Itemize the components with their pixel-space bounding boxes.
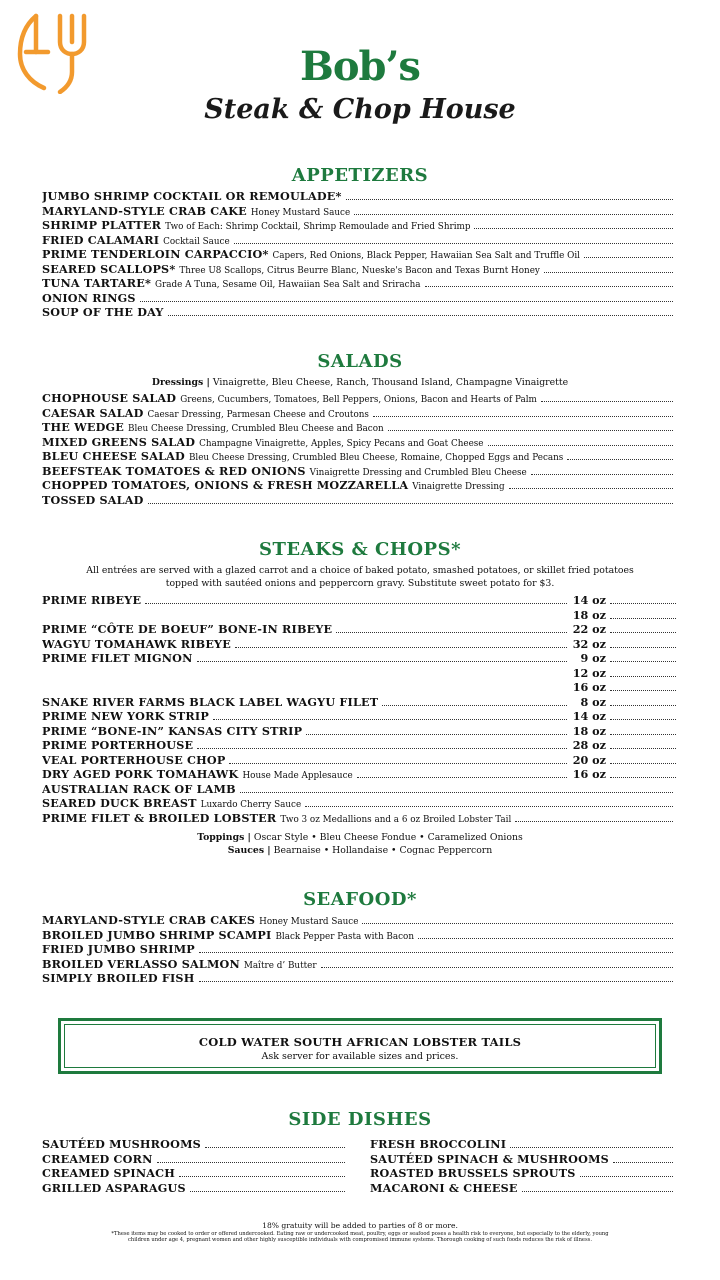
menu-item-size: 28 oz: [572, 738, 606, 752]
side-dish-name: CREAMED SPINACH: [42, 1166, 176, 1180]
side-dishes: [42, 1137, 676, 1195]
dot-leader: [190, 1191, 345, 1192]
menu-item-description: Capers, Red Onions, Black Pepper, Hawaiian Sea Salt and Truffle Oil: [272, 251, 580, 261]
menu-item-description: Greens, Cucumbers, Tomatoes, Bell Peppers, Onions, Bacon and Hearts of Palm: [180, 395, 537, 405]
menu-item-description: Three U8 Scallops, Citrus Beurre Blanc, Nueske's Bacon and Texas Burnt Honey: [179, 265, 540, 276]
dot-leader: [541, 401, 673, 402]
side-dish-name: FRESH BROCCOLINI: [370, 1137, 507, 1151]
menu-item-description: Two of Each: Shrimp Cocktail, Shrimp Remoulade and Fried Shrimp: [165, 222, 471, 232]
side-dishes-left-column: [42, 1137, 348, 1195]
menu-item-name: CAESAR SALAD: [42, 405, 144, 420]
menu-item-name: PRIME TENDERLOIN CARPACCIO*: [42, 247, 269, 261]
menu-item-name: BROILED JUMBO SHRIMP SCAMPI: [42, 927, 272, 942]
brand-header: [0, 44, 720, 126]
menu-item-name: SNAKE RIVER FARMS BLACK LABEL WAGYU FILET: [42, 694, 379, 709]
menu-item: [42, 608, 676, 623]
steaks-title: STEAKS & CHOPS*: [259, 539, 461, 560]
salad-dressings-note: [0, 376, 720, 389]
menu-item-description: Luxardo Cherry Sauce: [200, 800, 302, 810]
price-leader: [610, 777, 676, 778]
menu-item: [42, 738, 676, 753]
menu-item-size: 18 oz: [572, 723, 606, 738]
menu-item-name: PRIME “CÔTE DE BOEUF” BONE-IN RIBEYE: [42, 622, 333, 636]
menu-item-size: 14 oz: [572, 593, 606, 607]
toppings-note: [0, 831, 720, 857]
menu-item: [42, 420, 676, 435]
menu-item: [42, 942, 676, 957]
menu-item: [42, 391, 676, 406]
dot-leader: [305, 806, 673, 807]
menu-item-name: AUSTRALIAN RACK OF LAMB: [42, 781, 236, 796]
menu-item-description: Vinaigrette Dressing and Crumbled Bleu Cheese: [309, 467, 527, 478]
menu-item-name: FRIED JUMBO SHRIMP: [42, 942, 195, 956]
sides-title: SIDE DISHES: [288, 1109, 432, 1130]
price-leader: [610, 618, 676, 619]
dot-leader: [522, 1191, 673, 1192]
menu-item-name: BLEU CHEESE SALAD: [42, 449, 185, 463]
menu-item: [42, 637, 676, 652]
menu-item: [42, 435, 676, 450]
toppings-label: Toppings |: [197, 832, 251, 843]
lobster-tails-subtitle: Ask server for available sizes and prices.: [261, 1051, 459, 1062]
price-leader: [610, 705, 676, 706]
menu-item: [42, 262, 676, 277]
menu-item-size: 18 oz: [572, 607, 606, 622]
dot-leader: [197, 661, 567, 662]
steaks-intro-line1: All entrées are served with a glazed carrot and a choice of baked potato, smashed potatoes, or skillet fried potatoes: [86, 565, 634, 576]
menu-item: [42, 449, 676, 464]
menu-item: [42, 796, 676, 811]
menu-item-size: 12 oz: [572, 665, 606, 680]
seafood-list: [42, 913, 676, 986]
menu-item-description: Vinaigrette Dressing: [412, 482, 505, 492]
dot-leader: [354, 214, 673, 215]
menu-item-name: CHOPHOUSE SALAD: [42, 391, 177, 405]
dot-leader: [357, 777, 567, 778]
dot-leader: [346, 199, 673, 200]
price-leader: [610, 647, 676, 648]
side-dish-item: [370, 1166, 676, 1181]
menu-item-description: House Made Applesauce: [242, 771, 353, 781]
menu-item: [42, 957, 676, 972]
dot-leader: [388, 430, 673, 431]
menu-item: [42, 305, 676, 320]
dot-leader: [613, 1162, 673, 1163]
side-dish-name: CREAMED CORN: [42, 1151, 153, 1166]
side-dish-name: MACARONI & CHEESE: [370, 1180, 518, 1195]
side-dish-item: [42, 1181, 348, 1196]
menu-item: [42, 406, 676, 421]
dot-leader: [584, 257, 673, 258]
menu-item: [42, 666, 676, 681]
sauces-label: Sauces |: [227, 845, 271, 856]
dot-leader: [235, 647, 567, 648]
menu-item-name: FRIED CALAMARI: [42, 232, 160, 247]
toppings-line: [0, 831, 720, 844]
health-disclaimer: *These items may be cooked to order or offered undercooked. Eating raw or undercooked meat, poultry, eggs or seafood poses a health risk to everyone, but especially to the elderly, young children under age 4, pregnant women and other highly susceptible individuals with compromised immune systems. Thorough cooking of such foods reduces the risk of illness.: [111, 1231, 609, 1244]
price-leader: [610, 748, 676, 749]
menu-item-name: DRY AGED PORK TOMAHAWK: [42, 767, 239, 781]
menu-item-name: PRIME “BONE-IN” KANSAS CITY STRIP: [42, 723, 303, 738]
menu-item-description: Bleu Cheese Dressing, Crumbled Bleu Cheese and Bacon: [128, 424, 384, 434]
side-dish-item: [370, 1137, 676, 1152]
menu-item-name: PRIME PORTERHOUSE: [42, 738, 194, 752]
menu-item-name: SIMPLY BROILED FISH: [42, 971, 195, 985]
appetizers-list: [42, 189, 676, 320]
menu-footer: [0, 1221, 720, 1244]
dot-leader: [213, 719, 567, 720]
dot-leader: [234, 243, 673, 244]
menu-item-name: PRIME RIBEYE: [42, 593, 142, 607]
menu-item-name: BEEFSTEAK TOMATOES & RED ONIONS: [42, 463, 306, 478]
dot-leader: [157, 1162, 346, 1163]
menu-item-name: JUMBO SHRIMP COCKTAIL OR REMOULADE*: [42, 189, 342, 203]
menu-item-size: 9 oz: [580, 651, 606, 665]
toppings-text: Oscar Style • Bleu Cheese Fondue • Caramelized Onions: [253, 832, 523, 843]
dot-leader: [240, 792, 673, 793]
dot-leader: [544, 272, 673, 273]
menu-item-name: MARYLAND-STYLE CRAB CAKE: [42, 203, 247, 218]
side-dishes-right-column: [370, 1137, 676, 1195]
menu-item-name: MARYLAND-STYLE CRAB CAKES: [42, 913, 256, 927]
lobster-tails-inner: [64, 1024, 656, 1068]
menu-item-description: Honey Mustard Sauce: [250, 207, 351, 218]
menu-item-name: SHRIMP PLATTER: [42, 218, 162, 232]
dot-leader: [197, 748, 567, 749]
menu-item-description: Champagne Vinaigrette, Apples, Spicy Pecans and Goat Cheese: [199, 438, 484, 449]
menu-item-name: WAGYU TOMAHAWK RIBEYE: [42, 636, 231, 651]
side-dish-item: [370, 1181, 676, 1196]
price-leader: [610, 661, 676, 662]
lobster-tails-box: [58, 1018, 662, 1074]
menu-item-name: PRIME FILET MIGNON: [42, 651, 193, 665]
menu-item: [42, 593, 676, 608]
menu-item-size: 20 oz: [572, 752, 606, 767]
appetizers-title: APPETIZERS: [291, 165, 429, 186]
menu-item: [42, 971, 676, 986]
dot-leader: [336, 632, 567, 633]
menu-item: [42, 928, 676, 943]
dot-leader: [229, 763, 567, 764]
side-dish-name: GRILLED ASPARAGUS: [42, 1180, 186, 1195]
side-dish-name: SAUTÉED MUSHROOMS: [42, 1137, 201, 1151]
menu-item: [42, 709, 676, 724]
dressings-text: Vinaigrette, Bleu Cheese, Ranch, Thousand Island, Champagne Vinaigrette: [212, 377, 569, 388]
price-leader: [610, 632, 676, 633]
menu-item: [42, 218, 676, 233]
dot-leader: [531, 474, 673, 475]
dot-leader: [373, 416, 673, 417]
dressings-label: Dressings |: [151, 377, 210, 388]
sauces-line: [0, 844, 720, 857]
dot-leader: [362, 923, 673, 924]
price-leader: [610, 763, 676, 764]
menu-item: [42, 622, 676, 637]
dot-leader: [148, 503, 673, 504]
dot-leader: [488, 445, 674, 446]
side-dish-name: SAUTÉED SPINACH & MUSHROOMS: [370, 1151, 609, 1166]
price-leader: [610, 690, 676, 691]
menu-item: [42, 189, 676, 204]
price-leader: [610, 719, 676, 720]
side-dish-item: [42, 1137, 348, 1152]
price-leader: [610, 676, 676, 677]
dot-leader: [474, 228, 673, 229]
menu-item-name: MIXED GREENS SALAD: [42, 434, 196, 449]
salads-list: [42, 391, 676, 507]
menu-item-size: 16 oz: [572, 680, 606, 694]
menu-item-description: Black Pepper Pasta with Bacon: [275, 931, 415, 942]
menu-item-size: 14 oz: [572, 709, 606, 723]
menu-item-name: THE WEDGE: [42, 420, 124, 434]
menu-item: [42, 651, 676, 666]
dot-leader: [321, 967, 673, 968]
menu-item-description: Maître d’ Butter: [243, 960, 317, 971]
brand-name: Bob’s: [300, 43, 420, 90]
menu-item-name: BROILED VERLASSO SALMON: [42, 956, 240, 971]
menu-item: [42, 753, 676, 768]
dot-leader: [509, 488, 673, 489]
dot-leader: [179, 1176, 345, 1177]
dot-leader: [140, 301, 673, 302]
menu-item-name: SEARED SCALLOPS*: [42, 261, 176, 276]
menu-item-name: SEARED DUCK BREAST: [42, 796, 197, 810]
menu-item-description: Caesar Dressing, Parmesan Cheese and Croutons: [147, 409, 369, 420]
seafood-title: SEAFOOD*: [303, 889, 417, 910]
dot-leader: [425, 286, 674, 287]
side-dish-item: [370, 1152, 676, 1167]
dot-leader: [382, 705, 567, 706]
steaks-list: [42, 593, 676, 825]
menu-item: [42, 464, 676, 479]
dot-leader: [567, 459, 673, 460]
price-leader: [610, 603, 676, 604]
menu-item: [42, 767, 676, 782]
menu-item: [42, 695, 676, 710]
side-dish-item: [42, 1166, 348, 1181]
dot-leader: [510, 1147, 673, 1148]
dot-leader: [418, 938, 673, 939]
menu-item-name: TUNA TARTARE*: [42, 276, 152, 290]
sauces-text: Bearnaise • Hollandaise • Cognac Peppercorn: [273, 845, 493, 856]
side-dish-name: ROASTED BRUSSELS SPROUTS: [370, 1166, 576, 1180]
menu-item: [42, 811, 676, 826]
menu-item-name: CHOPPED TOMATOES, ONIONS & FRESH MOZZARELLA: [42, 478, 409, 492]
menu-item-name: ONION RINGS: [42, 290, 136, 305]
menu-item-name: PRIME NEW YORK STRIP: [42, 709, 209, 723]
dot-leader: [199, 981, 674, 982]
menu-item-size: 32 oz: [572, 636, 606, 651]
salads-title: SALADS: [317, 351, 403, 372]
menu-item-size: 8 oz: [580, 694, 606, 709]
menu-item-name: PRIME FILET & BROILED LOBSTER: [42, 810, 277, 825]
menu-item: [42, 247, 676, 262]
menu-item-description: Bleu Cheese Dressing, Crumbled Bleu Cheese, Romaine, Chopped Eggs and Pecans: [188, 453, 564, 463]
gratuity-note: 18% gratuity will be added to parties of 8 or more.: [262, 1221, 458, 1230]
lobster-tails-title: COLD WATER SOUTH AFRICAN LOBSTER TAILS: [198, 1035, 522, 1049]
menu-item-size: 16 oz: [572, 767, 606, 781]
menu-item: [42, 291, 676, 306]
dot-leader: [199, 952, 673, 953]
menu-item-name: VEAL PORTERHOUSE CHOP: [42, 752, 226, 767]
menu-item-description: Two 3 oz Medallions and a 6 oz Broiled Lobster Tail: [280, 814, 512, 825]
menu-item: [42, 782, 676, 797]
brand-subtitle: Steak & Chop House: [204, 94, 516, 125]
menu-item: [42, 478, 676, 493]
dot-leader: [168, 315, 673, 316]
menu-item: [42, 913, 676, 928]
menu-item: [42, 493, 676, 508]
dot-leader: [205, 1147, 345, 1148]
menu-item-description: Cocktail Sauce: [163, 236, 230, 247]
dot-leader: [515, 821, 673, 822]
steaks-intro-line2: topped with sautéed onions and peppercorn gravy. Substitute sweet potato for $3.: [165, 578, 555, 589]
menu-item-size: 22 oz: [572, 622, 606, 636]
dot-leader: [145, 603, 567, 604]
dot-leader: [306, 734, 567, 735]
menu-item: [42, 276, 676, 291]
menu-item-name: TOSSED SALAD: [42, 492, 144, 507]
menu-item-name: SOUP OF THE DAY: [42, 305, 164, 319]
menu-item-description: Grade A Tuna, Sesame Oil, Hawaiian Sea Salt and Sriracha: [155, 280, 421, 290]
price-leader: [610, 734, 676, 735]
menu-item: [42, 204, 676, 219]
menu-item: [42, 724, 676, 739]
menu-item: [42, 233, 676, 248]
dot-leader: [580, 1176, 673, 1177]
menu-item: [42, 680, 676, 695]
side-dish-item: [42, 1152, 348, 1167]
steaks-intro: [0, 564, 720, 590]
menu-item-description: Honey Mustard Sauce: [259, 917, 359, 927]
